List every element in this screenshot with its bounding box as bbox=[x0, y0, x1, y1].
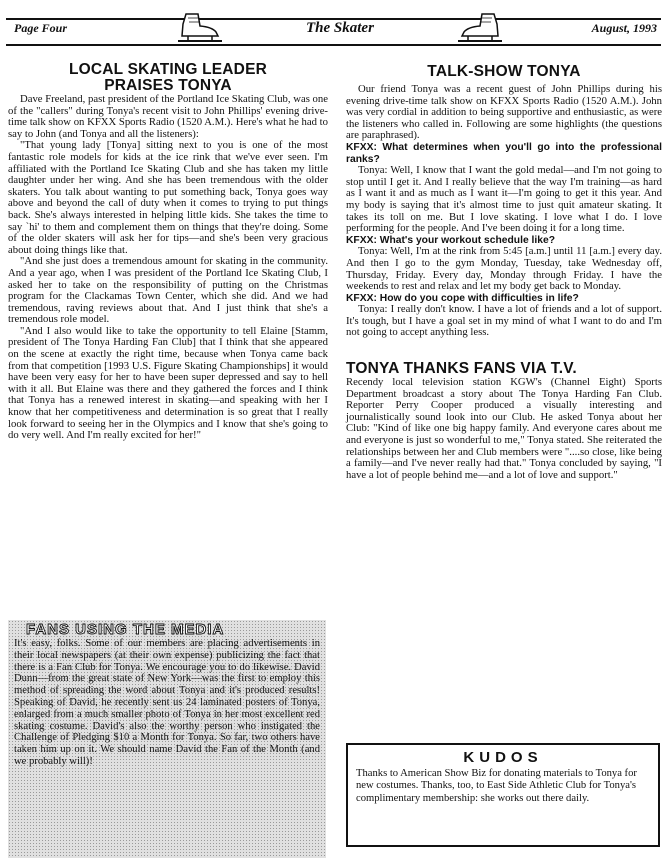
leader-paragraph: Dave Freeland, past president of the Portland Ice Skating Club, was one of the "callers" during Tonya's recent visit to John Phillips' evening drive-time talk show on KFXX Sports Radio (1520 A.M.). Here's what he had to say to John (and Tonya and all the listeners): bbox=[8, 93, 328, 140]
interview-question: KFXX: What's your workout schedule like? bbox=[346, 234, 555, 246]
headline-thanks-fans: TONYA THANKS FANS VIA T.V. bbox=[346, 360, 577, 378]
ice-skate-icon bbox=[174, 10, 226, 46]
interview-answer: Tonya: I really don't know. I have a lot of friends and a lot of support. It's tough, but I have a goal set in my mind of what I want to do and I'm not going to accept anything less. bbox=[346, 303, 662, 339]
talkshow-intro: Our friend Tonya was a recent guest of John Phillips during his evening drive-time talk show on KFXX Sports Radio (1520 A.M.). John was very cordial in addition to being supportive and enthusiastic, as were the listeners who called in. Following are some highlights (the questions are paraphrased). bbox=[346, 83, 662, 142]
headline-fans-media: FANS USING THE MEDIA bbox=[26, 621, 225, 638]
interview-answer: Tonya: Well, I know that I want the gold medal—and I'm not going to stop until I get it. And I really believe that the way I'm training—as hard as I want it and as much as I want it—I'm going to get it this year. And my body is saying that it's almost time to just quit amateur skating. It takes its toll on me. But I love skating. I love what I do. I love performing for the people. And I've been doing it for a long time. bbox=[346, 164, 662, 235]
interview-answer: Tonya: Well, I'm at the rink from 5:45 [a.m.] until 11 [a.m.] every day. And then I go to the gym Monday, Tuesday, take Wednesday off, Thursday, Friday. Every day, Monday through Friday. I have the weekends to rest and relax and let my body get back to Monday. bbox=[346, 245, 662, 293]
interview-question: KFXX: What determines when you'll go into the professional ranks? bbox=[346, 141, 662, 165]
right-column bbox=[346, 64, 662, 481]
article-local-skating-leader bbox=[8, 62, 328, 442]
issue-date: August, 1993 bbox=[591, 21, 657, 35]
ice-skate-icon bbox=[454, 10, 506, 46]
thanks-fans-text: Recendy local television station KGW's (Channel Eight) Sports Department broadcast a story about The Tonya Harding Fan Club. Reporter Perry Cooper produced a visually interesting and journalistically sound look into our Club. He asked Tonya about her Club: "Kind of like one big happy family. And everyone cares about me and everyone is just so wonderful to me," Tonya stated. She reiterated the relationships between her and Club members were "....so close, like being a family—and I've never really had that." Tonya concluded by saying, "I have a lot of people behind me—and a lot of love and support." bbox=[346, 376, 662, 481]
headline-leader-line2: PRAISES TONYA bbox=[104, 77, 232, 94]
headline-kudos: KUDOS bbox=[463, 749, 543, 766]
masthead-bottom-rule bbox=[6, 44, 661, 46]
leader-paragraph: "And she just does a tremendous amount for skating in the community. And a year ago, when I was president of the Portland Ice Skating Club, I asked her to take on the responsibility of putting on the Christmas program for the Clackamas Town Center, which she did. And we had tremendous, raving reviews about that. And I just think that she's a tremendous role model. bbox=[8, 255, 328, 326]
page-label: Page Four bbox=[14, 21, 68, 35]
headline-talkshow: TALK-SHOW TONYA bbox=[427, 63, 581, 80]
masthead bbox=[6, 10, 661, 46]
newsletter-title: The Skater bbox=[306, 20, 374, 36]
leader-paragraph: "And I also would like to take the opportunity to tell Elaine [Stamm, president of The Tonya Harding Fan Club] that I think that she appeared on the scene at exactly the right time, because when Tonya came back from that competition [1993 U.S. Figure Skating Championships] it would have been very easy for her to have been super depressed and say to hell with it all. But Elaine was there and they gathered the forces and I think that Tonya has a renewed interest in skating—and speaking with her I know that her competitiveness and determination is so great that I really look forward to seeing her in the Olympics and I know that she's going to do very well. And I'm really excited for her!" bbox=[8, 324, 328, 442]
interview-question: KFXX: How do you cope with difficulties in life? bbox=[346, 292, 579, 304]
leader-paragraph: "That young lady [Tonya] sitting next to you is one of the most fantastic role models for kids at the ice rink that we've ever seen. I'm affiliated with the Portland Ice Skating Club and she has taken my little daughter under her wing. And she has been tremendous with the older skaters. You talk about wanting to put something back, Tonya goes way above and beyond the call of duty when it comes to trying to put things back. She's always interested in helping little kids. She takes the time to say `hi' to them and complement them on things that they're doing. Some of the older skaters will ask her for tips—and she's been very gracious about doing things like that. bbox=[8, 139, 328, 256]
kudos-text: Thanks to American Show Biz for donating materials to Tonya for new costumes. Thanks, too, to East Side Athletic Club for Tonya's complimentary membership: she works out there daily. bbox=[356, 768, 637, 804]
headline-leader-line1: LOCAL SKATING LEADER bbox=[68, 61, 268, 78]
kudos-box bbox=[346, 743, 660, 847]
fans-using-media-box bbox=[8, 620, 326, 858]
fans-media-text: It's easy, folks. Some of our members are placing advertisements in their local newspapers (at their own expense) publicizing the fact that there is a Fan Club for Tonya. We encourage you to do likewise. David Dunn—from the great state of New York—was the first to employ this method of spreading the word about Tonya and it's produced results! Speaking of David, he recently sent us 24 laminated posters of Tonya, enlarged from a much smaller photo of Tonya in her most excellent red skating costume. David's also the worthy person who instigated the Challenge of Pledging $10 a Month for Tonya. So far, two others have taken him up on it. We should name David the Fan of the Month (and we probably will)! bbox=[14, 638, 320, 767]
